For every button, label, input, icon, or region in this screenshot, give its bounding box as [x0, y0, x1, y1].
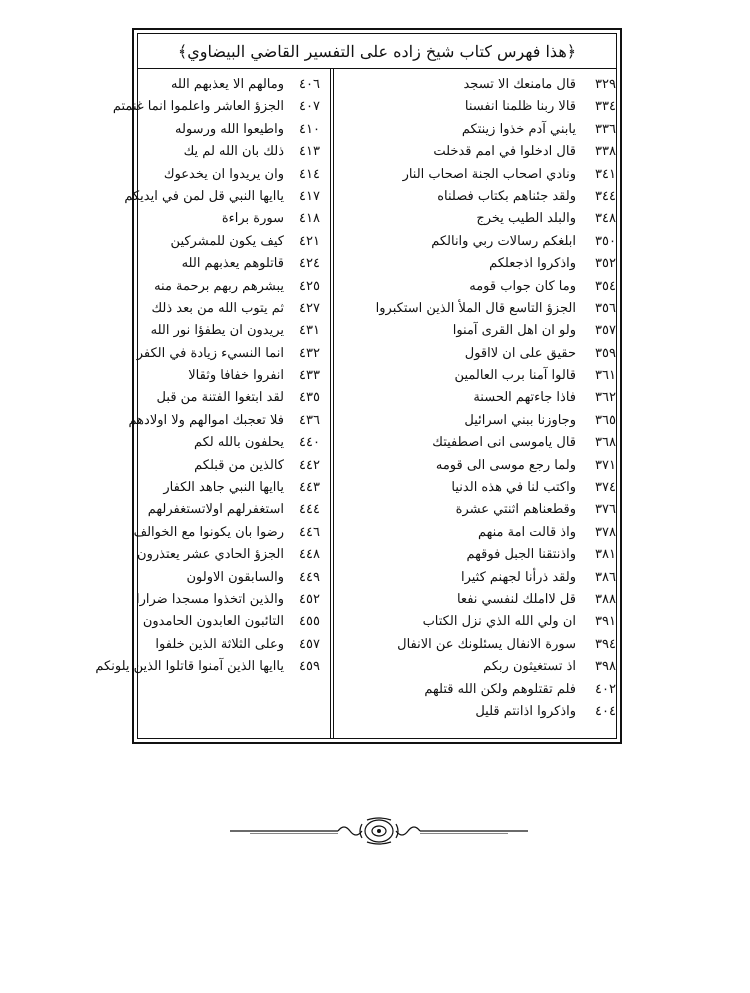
index-left-entry [120, 298, 320, 320]
entry-heading: واذنتقنا الجبل فوقهم [466, 547, 576, 563]
entry-heading: يريدون ان يطفؤا نور الله [150, 323, 284, 339]
entry-heading: قال ادخلوا في امم قدخلت [433, 144, 576, 160]
index-left-entry [120, 499, 320, 521]
index-right-entry [334, 522, 616, 544]
entry-heading: الجزؤ الحادي عشر يعتذرون [137, 547, 284, 563]
index-right-entry [334, 141, 616, 163]
page-number: ٤٠٢ [595, 681, 616, 697]
page-number: ٤١٤ [299, 166, 320, 182]
page-number: ٤٢٧ [299, 300, 320, 316]
entry-heading: والسابقون الاولون [186, 569, 284, 585]
page-number: ٤١٣ [299, 144, 320, 160]
index-right-entry [334, 589, 616, 611]
entry-heading: قالا ربنا ظلمنا انفسنا [464, 99, 576, 115]
entry-heading: ياايها الذين آمنوا قاتلوا الذين يلونكم [95, 659, 284, 675]
page-frame-inner [95, 33, 617, 739]
entry-heading: لقد ابتغوا الفتنة من قبل [156, 390, 284, 406]
page-number: ٣٦٨ [595, 435, 616, 451]
entry-heading: ولو ان اهل القرى آمنوا [452, 323, 576, 339]
page-number: ٤٣٥ [299, 390, 320, 406]
index-right-entry [334, 365, 616, 387]
index-right-entry [334, 455, 616, 477]
page-number: ٤٤٨ [299, 547, 320, 563]
index-column-right [334, 74, 616, 723]
index-left-entry [120, 231, 320, 253]
page-number: ٤١٧ [299, 188, 320, 204]
entry-heading: فلم تقتلوهم ولكن الله قتلهم [424, 681, 576, 697]
entry-heading: ونادي اصحاب الجنة اصحاب النار [402, 166, 576, 182]
index-right-entry [334, 656, 616, 678]
page-number: ٣٥٧ [595, 323, 616, 339]
entry-heading: سورة براءة [221, 211, 284, 227]
index-right-entry [334, 74, 616, 96]
index-left-entry [120, 544, 320, 566]
page-number: ٣٩٨ [595, 659, 616, 675]
index-right-entry [334, 320, 616, 342]
index-right-entry [334, 701, 616, 723]
page-number: ٣٢٩ [595, 77, 616, 92]
entry-heading: يابني آدم خذوا زينتكم [461, 121, 576, 137]
page-number: ٣٤١ [595, 166, 616, 182]
entry-heading: حقيق على ان لااقول [464, 345, 576, 361]
entry-heading: ذلك بان الله لم يك [183, 144, 284, 160]
entry-heading: قال ياموسى انى اصطفيتك [432, 435, 576, 451]
entry-heading: سورة الانفال يسئلونك عن الانفال [397, 636, 576, 652]
page-number: ٤١٨ [299, 211, 320, 227]
entry-heading: التائبون العابدون الحامدون [142, 614, 284, 630]
page-number: ٣٥٤ [595, 278, 616, 294]
page-number: ٤٣٣ [299, 368, 320, 384]
index-right-entry [334, 186, 616, 208]
index-left-entry [120, 611, 320, 633]
page-number: ٤٣١ [299, 323, 320, 339]
entry-heading: ولما رجع موسى الى قومه [435, 457, 576, 473]
index-right-entry [334, 276, 616, 298]
entry-heading: وجاوزنا ببني اسرائيل [464, 412, 576, 428]
index-right-entry [334, 253, 616, 275]
index-left-entry [120, 477, 320, 499]
page-number: ٤٢٤ [299, 256, 320, 272]
entry-heading: والبلد الطيب يخرج [476, 211, 576, 227]
page-number: ٤٠٧ [299, 99, 320, 115]
entry-heading: ولقد جئناهم بكتاب فصلناه [437, 188, 576, 204]
index-left-entry [112, 96, 320, 118]
entry-heading: ياايها النبي قل لمن في ايديكم [124, 188, 284, 204]
page-number: ٤٣٢ [299, 345, 320, 361]
entry-heading: واكتب لنا في هذه الدنيا [451, 480, 576, 496]
entry-heading: يبشرهم ربهم برحمة منه [154, 278, 284, 294]
index-right-entry [334, 544, 616, 566]
entry-heading: ولقد ذرأنا لجهنم كثيرا [460, 569, 576, 585]
page-number: ٤٤٣ [299, 480, 320, 496]
page-number: ٤٥٥ [299, 614, 320, 630]
index-column-left [95, 74, 320, 679]
entry-heading: وعلى الثلاثة الذين خلفوا [155, 636, 284, 652]
page-number: ٤٥٧ [299, 636, 320, 652]
page-number: ٣٧١ [595, 457, 616, 473]
entry-heading: واذكروا اذانتم قليل [475, 703, 576, 719]
page-number: ٤٤٤ [299, 502, 320, 518]
entry-heading: ان ولي الله الذي نزل الكتاب [422, 614, 576, 630]
page-number: ٣٥٢ [595, 256, 616, 272]
index-right-entry [334, 96, 616, 118]
entry-heading: اذ تستغيثون ربكم [483, 659, 576, 675]
index-left-entry [120, 567, 320, 589]
index-left-entry [120, 141, 320, 163]
page-number: ٣٤٨ [595, 211, 616, 227]
index-left-entry [120, 253, 320, 275]
index-left-entry [120, 432, 320, 454]
page-number: ٤٢١ [299, 233, 320, 249]
index-left-entry [120, 208, 320, 230]
index-right-entry [334, 567, 616, 589]
page-number: ٣٦٥ [595, 412, 616, 428]
page-number: ٣٨٨ [595, 591, 616, 607]
page-number: ٤٥٢ [299, 591, 320, 607]
page-number: ٣٦١ [595, 368, 616, 384]
index-right-entry [334, 410, 616, 432]
index-left-entry [120, 589, 320, 611]
entry-heading: ثم يتوب الله من بعد ذلك [151, 300, 284, 316]
page-number: ٣٥٠ [595, 233, 616, 249]
entry-heading: الجزؤ العاشر واعلموا انما غنمتم [112, 99, 284, 115]
page-number: ٤٤٩ [299, 569, 320, 585]
index-right-entry [334, 432, 616, 454]
entry-heading: انفروا خفافا وثقالا [188, 368, 284, 384]
index-left-entry [120, 186, 320, 208]
page-number: ٤٠٦ [299, 77, 320, 92]
page-number: ٣٤٤ [595, 188, 616, 204]
index-right-entry [334, 387, 616, 409]
index-left-entry [120, 522, 320, 544]
index-right-entry [334, 343, 616, 365]
entry-heading: رضوا بان يكونوا مع الخوالف [133, 524, 284, 540]
index-title: ﴿هذا فهرس كتاب شيخ زاده على التفسير القاضي البيضاوي﴾ [138, 34, 616, 69]
page-number: ٣٣٦ [595, 121, 616, 137]
page-number: ٤٤٠ [299, 435, 320, 451]
page-number: ٤٤٢ [299, 457, 320, 473]
page-number: ٣٩٤ [595, 636, 616, 652]
entry-heading: كيف يكون للمشركين [170, 233, 284, 249]
page-number: ٣٩١ [595, 614, 616, 630]
index-left-entry [120, 119, 320, 141]
entry-heading: وما كان جواب قومه [469, 278, 576, 294]
page-number: ٣٣٨ [595, 144, 616, 160]
index-left-entry [120, 387, 320, 409]
index-left-entry [120, 164, 320, 186]
entry-heading: وقطعناهم اثنتي عشرة [455, 502, 576, 518]
page-number: ٣٦٢ [595, 390, 616, 406]
index-right-entry [334, 477, 616, 499]
entry-heading: واطيعوا الله ورسوله [175, 121, 284, 137]
index-left-entry [120, 320, 320, 342]
entry-heading: الجزؤ التاسع قال الملأ الذين استكبروا [375, 300, 576, 316]
entry-heading: قل لااملك لنفسي نفعا [456, 591, 576, 607]
index-right-entry [334, 231, 616, 253]
entry-heading: يحلفون بالله لكم [193, 435, 284, 451]
page-number: ٣٧٨ [595, 524, 616, 540]
page-frame [95, 28, 622, 744]
index-right-entry [334, 611, 616, 633]
index-left-entry [120, 276, 320, 298]
entry-heading: فلا تعجبك اموالهم ولا اولادهم [128, 412, 284, 428]
index-left-entry [95, 656, 320, 678]
page-number: ٤٢٥ [299, 278, 320, 294]
page-number: ٤٤٦ [299, 524, 320, 540]
page-number: ٣٨١ [595, 547, 616, 563]
index-right-entry [334, 164, 616, 186]
page-number: ٤٣٦ [299, 412, 320, 428]
page-number: ٣٥٦ [595, 300, 616, 316]
index-left-entry [120, 634, 320, 656]
entry-heading: فاذا جاءتهم الحسنة [473, 390, 576, 406]
page-number: ٣٥٩ [595, 345, 616, 361]
page-number: ٤٠٤ [595, 703, 616, 719]
index-left-entry [120, 410, 320, 432]
entry-heading: ياايها النبي جاهد الكفار [163, 480, 284, 496]
index-right-entry [334, 119, 616, 141]
page-number: ٤٥٩ [299, 659, 320, 675]
entry-heading: قالوا آمنا برب العالمين [454, 368, 576, 384]
page-number: ٤١٠ [299, 121, 320, 137]
entry-heading: والذين اتخذوا مسجدا ضرارا [135, 591, 284, 607]
entry-heading: قاتلوهم يعذبهم الله [181, 256, 284, 272]
page-number: ٣٨٦ [595, 569, 616, 585]
index-right-entry [334, 298, 616, 320]
index-left-entry [120, 365, 320, 387]
index-left-entry [120, 343, 320, 365]
index-right-entry [334, 499, 616, 521]
entry-heading: قال مامنعك الا تسجد [463, 77, 576, 92]
entry-heading: كالذين من قبلكم [194, 457, 284, 473]
entry-heading: وان يريدوا ان يخدعوك [163, 166, 284, 182]
entry-heading: واذ قالت امة منهم [477, 524, 576, 540]
page-number: ٣٧٦ [595, 502, 616, 518]
index-right-entry [334, 208, 616, 230]
index-right-entry [334, 634, 616, 656]
index-right-entry [334, 679, 616, 701]
entry-heading: انما النسيء زيادة في الكفر [136, 345, 284, 361]
index-left-entry [120, 455, 320, 477]
index-left-entry [120, 74, 320, 96]
entry-heading: ومالهم الا يعذبهم الله [170, 77, 284, 92]
page-number: ٣٧٤ [595, 480, 616, 496]
entry-heading: واذكروا اذجعلكم [489, 256, 576, 272]
page-number: ٣٣٤ [595, 99, 616, 115]
entry-heading: استغفرلهم اولاتستغفرلهم [147, 502, 284, 518]
ornament-divider-icon [230, 816, 528, 846]
entry-heading: ابلغكم رسالات ربي وانالكم [431, 233, 576, 249]
